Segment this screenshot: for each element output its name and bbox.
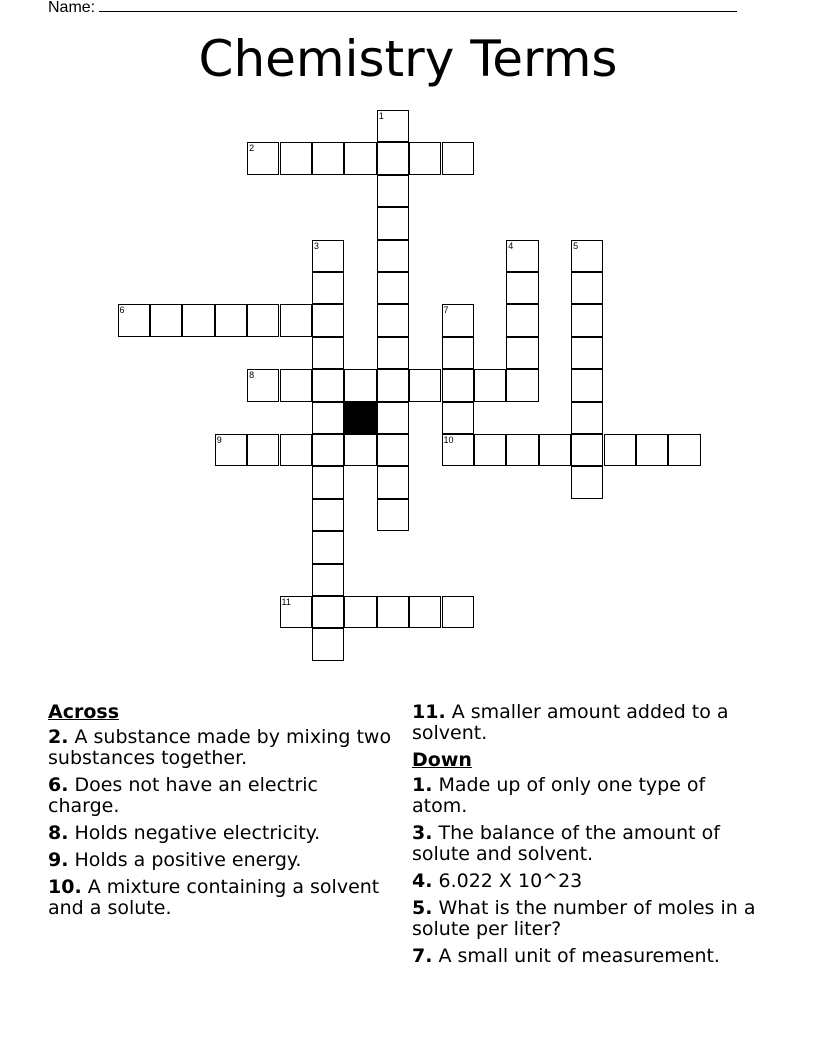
grid-cell[interactable] [506,272,538,304]
grid-cell[interactable] [571,240,603,272]
across-heading: Across [48,701,120,723]
grid-cell[interactable] [280,142,312,174]
grid-cell[interactable] [571,466,603,498]
clue-down [412,775,757,817]
grid-cell[interactable] [312,337,344,369]
grid-cell[interactable] [442,142,474,174]
clues-column-right [412,702,757,973]
down-heading: Down [412,749,472,771]
grid-cell[interactable] [312,402,344,434]
clue-text: Made up of only one type of atom. [412,774,706,817]
grid-cell[interactable] [312,466,344,498]
clue-number: 8 [249,370,255,381]
grid-cell[interactable] [312,628,344,660]
clue-number: 7 [443,305,449,316]
clue-number: 2 [249,143,255,154]
clue-number-label: 2. [48,726,69,748]
grid-cell[interactable] [377,175,409,207]
clue-number: 10 [443,435,454,445]
grid-cell[interactable] [182,304,214,336]
clue-number-label: 8. [48,822,69,844]
grid-cell[interactable] [377,304,409,336]
clue-number: 1 [378,111,384,121]
clue-across [412,702,757,744]
clue-number-label: 4. [412,870,433,892]
grid-block [344,402,376,434]
grid-cell[interactable] [150,304,182,336]
grid-cell[interactable] [377,142,409,174]
grid-cell[interactable] [668,434,700,466]
clue-down [412,898,757,940]
grid-cell[interactable] [312,142,344,174]
grid-cell[interactable] [442,434,474,466]
grid-cell[interactable] [377,337,409,369]
clue-number: 4 [508,240,514,251]
grid-cell[interactable] [377,207,409,239]
clue-number: 9 [216,435,222,445]
grid-cell[interactable] [247,304,279,336]
grid-cell[interactable] [474,369,506,401]
clue-text: A mixture containing a solvent and a solute. [48,876,380,919]
clue-number: 6 [119,305,125,316]
grid-cell[interactable] [506,337,538,369]
grid-cell[interactable] [442,304,474,336]
clue-text: What is the number of moles in a solute per liter? [412,897,756,940]
grid-cell[interactable] [377,369,409,401]
clue-number: 5 [573,240,579,251]
clue-across [48,823,393,844]
clue-down [412,871,757,892]
grid-cell[interactable] [247,369,279,401]
clue-number-label: 5. [412,897,433,919]
grid-cell[interactable] [409,369,441,401]
clue-down [412,946,757,967]
grid-cell[interactable] [506,434,538,466]
clue-text: Does not have an electric charge. [48,774,319,817]
clue-number-label: 1. [412,774,433,796]
clue-number-label: 6. [48,774,69,796]
clues-column-left [48,702,393,925]
grid-cell[interactable] [506,369,538,401]
grid-cell[interactable] [377,110,409,142]
grid-cell[interactable] [312,499,344,531]
grid-cell[interactable] [312,531,344,563]
grid-cell[interactable] [312,434,344,466]
grid-cell[interactable] [506,240,538,272]
grid-cell[interactable] [344,434,376,466]
grid-cell[interactable] [312,369,344,401]
grid-cell[interactable] [409,596,441,628]
grid-cell[interactable] [344,369,376,401]
grid-cell[interactable] [571,272,603,304]
grid-cell[interactable] [312,564,344,596]
grid-cell[interactable] [247,142,279,174]
clue-number-label: 3. [412,822,433,844]
clue-text: A substance made by mixing two substances together. [48,726,392,769]
grid-cell[interactable] [377,272,409,304]
clue-number-label: 9. [48,849,69,871]
clue-text: 6.022 X 10^23 [432,870,583,892]
clue-number: 3 [313,240,319,251]
name-label: Name: [48,0,96,16]
grid-cell[interactable] [442,337,474,369]
clue-down [412,823,757,865]
grid-cell[interactable] [409,142,441,174]
grid-cell[interactable] [636,434,668,466]
grid-cell[interactable] [474,434,506,466]
grid-cell[interactable] [571,434,603,466]
clue-text: Holds negative electricity. [68,822,321,844]
clue-across [48,775,393,817]
clue-number-label: 10. [48,876,82,898]
grid-cell[interactable] [442,402,474,434]
clue-text: A small unit of measurement. [432,945,720,967]
grid-cell[interactable] [377,466,409,498]
grid-cell[interactable] [377,596,409,628]
clue-number-label: 7. [412,945,433,967]
grid-cell[interactable] [571,402,603,434]
grid-cell[interactable] [215,304,247,336]
grid-cell[interactable] [215,434,247,466]
clue-number-label: 11. [412,701,446,723]
grid-cell[interactable] [442,369,474,401]
grid-cell[interactable] [377,402,409,434]
clue-text: A smaller amount added to a solvent. [412,701,729,744]
grid-cell[interactable] [312,272,344,304]
grid-cell[interactable] [118,304,150,336]
grid-cell[interactable] [442,596,474,628]
clue-across [48,727,393,769]
page-title: Chemistry Terms [198,30,618,88]
grid-cell[interactable] [280,369,312,401]
grid-cell[interactable] [280,304,312,336]
clue-across [48,850,393,871]
grid-cell[interactable] [344,596,376,628]
grid-cell[interactable] [312,304,344,336]
clue-across [48,877,393,919]
grid-cell[interactable] [280,596,312,628]
grid-cell[interactable] [377,240,409,272]
grid-cell[interactable] [247,434,279,466]
clue-text: Holds a positive energy. [68,849,302,871]
grid-cell[interactable] [604,434,636,466]
grid-cell[interactable] [312,240,344,272]
grid-cell[interactable] [377,499,409,531]
grid-cell[interactable] [344,142,376,174]
grid-cell[interactable] [571,369,603,401]
clue-number: 11 [281,597,291,607]
grid-cell[interactable] [312,596,344,628]
grid-cell[interactable] [377,434,409,466]
clue-text: The balance of the amount of solute and solvent. [412,822,720,865]
grid-cell[interactable] [506,304,538,336]
grid-cell[interactable] [571,304,603,336]
grid-cell[interactable] [571,337,603,369]
grid-cell[interactable] [539,434,571,466]
grid-cell[interactable] [280,434,312,466]
